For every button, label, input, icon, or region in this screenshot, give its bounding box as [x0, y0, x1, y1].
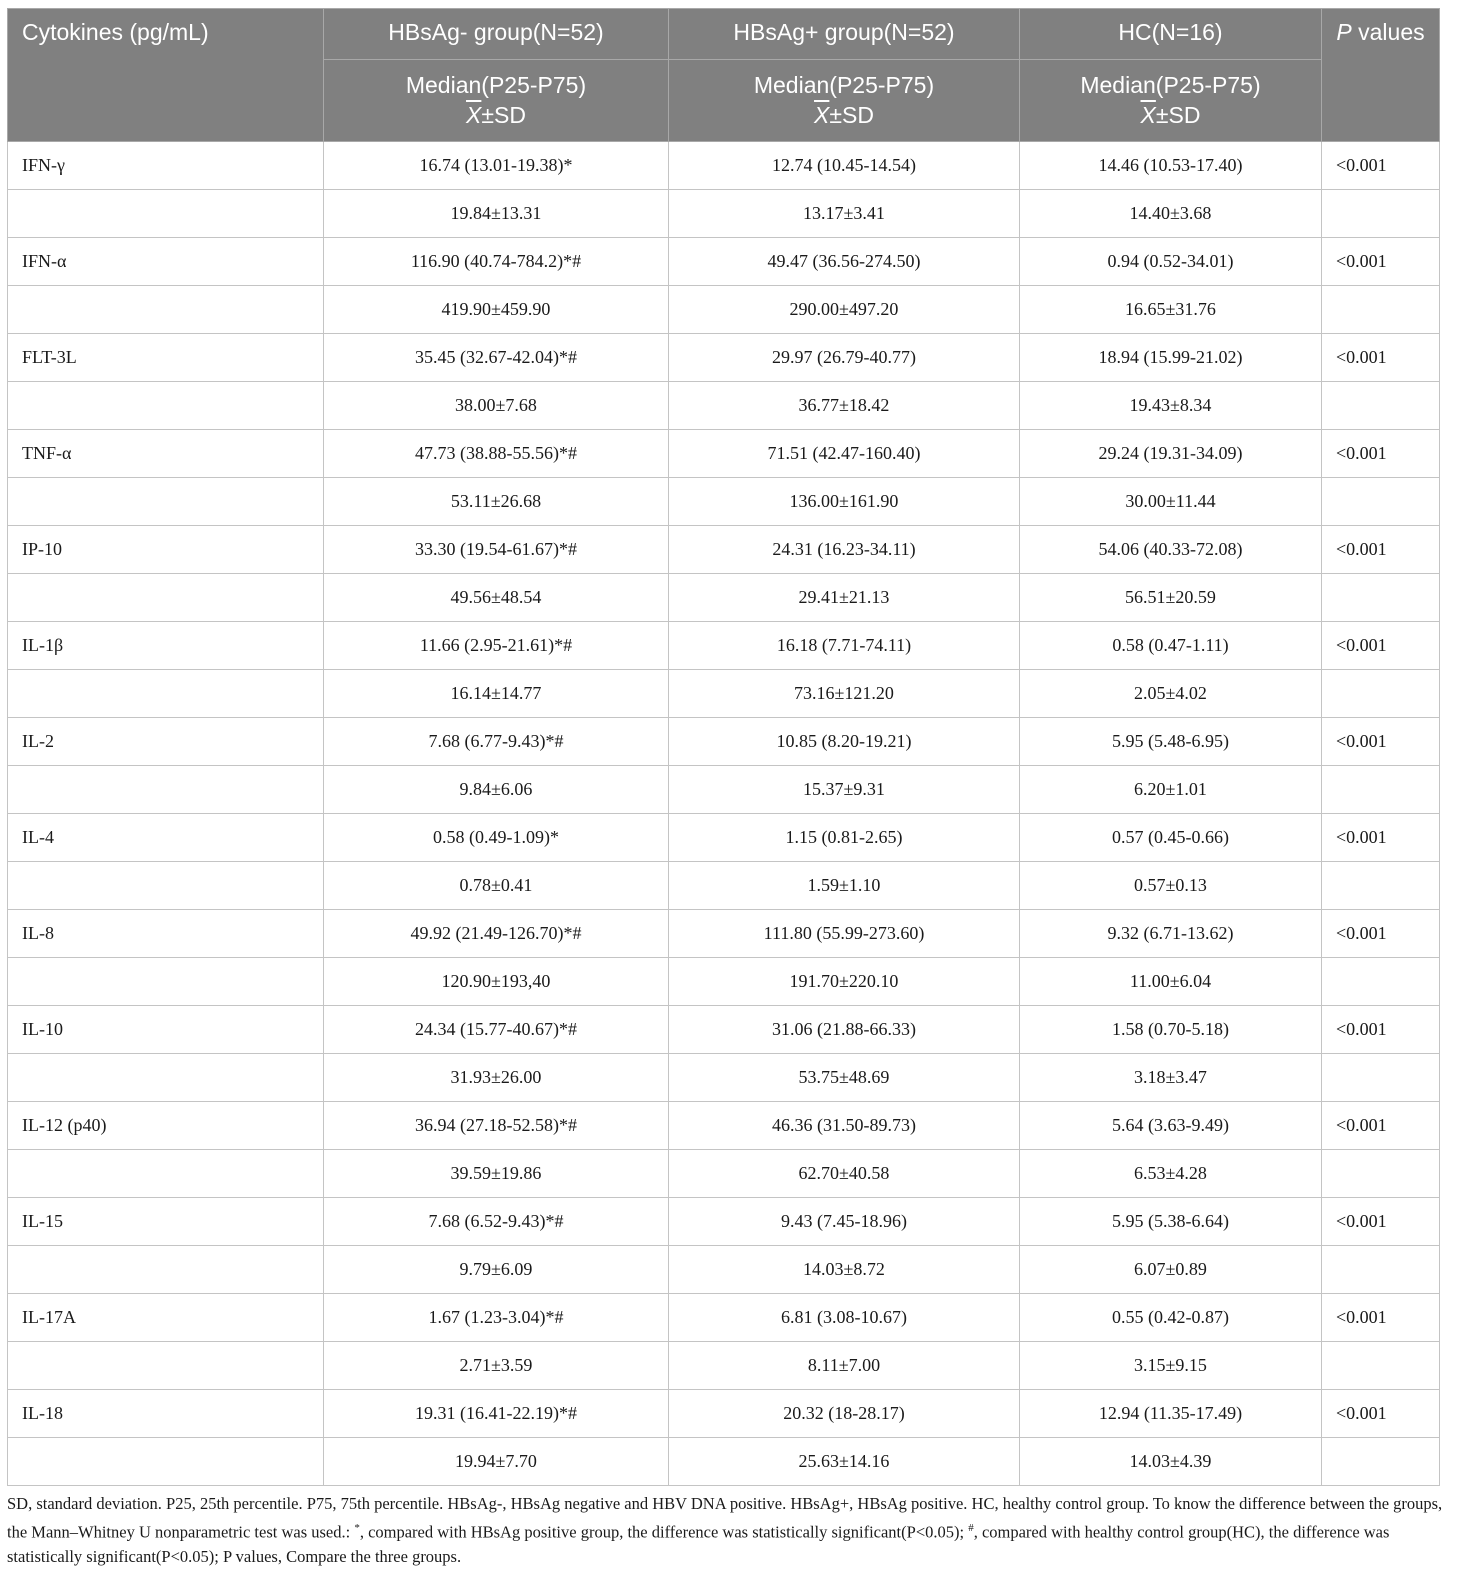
header-p-values: P values — [1322, 9, 1440, 142]
mean-sd-cell: 3.15±9.15 — [1020, 1342, 1322, 1390]
median-cell: 33.30 (19.54-61.67)*# — [324, 526, 669, 574]
mean-sd-cell: 9.79±6.09 — [324, 1246, 669, 1294]
median-cell: 18.94 (15.99-21.02) — [1020, 334, 1322, 382]
cytokine-table — [7, 8, 1440, 1486]
cytokine-name: IL-4 — [8, 814, 324, 862]
mean-sd-cell: 6.53±4.28 — [1020, 1150, 1322, 1198]
table-row — [8, 1150, 1440, 1198]
mean-sd-cell: 29.41±21.13 — [669, 574, 1020, 622]
median-cell: 9.43 (7.45-18.96) — [669, 1198, 1020, 1246]
median-cell: 12.74 (10.45-14.54) — [669, 142, 1020, 190]
median-cell: 6.81 (3.08-10.67) — [669, 1294, 1020, 1342]
median-cell: 16.74 (13.01-19.38)* — [324, 142, 669, 190]
table-row — [8, 286, 1440, 334]
p-value-cell: <0.001 — [1322, 1102, 1440, 1150]
median-cell: 14.46 (10.53-17.40) — [1020, 142, 1322, 190]
table-row — [8, 478, 1440, 526]
mean-sd-cell: 14.03±4.39 — [1020, 1438, 1322, 1486]
table-row — [8, 670, 1440, 718]
cytokine-table-container — [7, 8, 1439, 1486]
empty-cell — [8, 574, 324, 622]
table-row — [8, 142, 1440, 190]
median-cell: 46.36 (31.50-89.73) — [669, 1102, 1020, 1150]
table-footnote: SD, standard deviation. P25, 25th percentile. P75, 75th percentile. HBsAg-, HBsAg negative and HBV DNA positive. HBsAg+, HBsAg positive. HC, healthy control group. To know the difference between the groups, the Mann–Whitney U nonparametric test was used.: *, compared with HBsAg positive group, the difference was statistically significant(P<0.05); #, compared with healthy control group(HC), the difference was statistically significant(P<0.05); P values, Compare the three groups. — [7, 1494, 1443, 1566]
mean-sd-cell: 19.94±7.70 — [324, 1438, 669, 1486]
mean-sd-cell: 136.00±161.90 — [669, 478, 1020, 526]
median-cell: 10.85 (8.20-19.21) — [669, 718, 1020, 766]
mean-sd-cell: 16.14±14.77 — [324, 670, 669, 718]
mean-sd-cell: 14.40±3.68 — [1020, 190, 1322, 238]
cytokine-name: IL-12 (p40) — [8, 1102, 324, 1150]
mean-sd-cell: 1.59±1.10 — [669, 862, 1020, 910]
table-row — [8, 382, 1440, 430]
mean-sd-cell: 9.84±6.06 — [324, 766, 669, 814]
mean-sd-cell: 14.03±8.72 — [669, 1246, 1020, 1294]
median-cell: 20.32 (18-28.17) — [669, 1390, 1020, 1438]
table-row — [8, 1342, 1440, 1390]
cytokine-name: IL-2 — [8, 718, 324, 766]
empty-cell — [8, 862, 324, 910]
cytokine-name: IL-8 — [8, 910, 324, 958]
cytokine-name: IL-18 — [8, 1390, 324, 1438]
table-row — [8, 1054, 1440, 1102]
empty-cell — [8, 382, 324, 430]
empty-cell — [8, 1438, 324, 1486]
p-value-cell: <0.001 — [1322, 142, 1440, 190]
table-header — [8, 9, 1440, 142]
median-cell: 36.94 (27.18-52.58)*# — [324, 1102, 669, 1150]
mean-sd-cell: 2.05±4.02 — [1020, 670, 1322, 718]
mean-sd-cell: 419.90±459.90 — [324, 286, 669, 334]
median-cell: 0.58 (0.49-1.09)* — [324, 814, 669, 862]
mean-sd-cell: 0.57±0.13 — [1020, 862, 1322, 910]
p-value-cell: <0.001 — [1322, 622, 1440, 670]
cytokine-name: IFN-α — [8, 238, 324, 286]
median-cell: 12.94 (11.35-17.49) — [1020, 1390, 1322, 1438]
cytokine-name: IP-10 — [8, 526, 324, 574]
empty-cell — [1322, 958, 1440, 1006]
p-value-cell: <0.001 — [1322, 526, 1440, 574]
median-cell: 31.06 (21.88-66.33) — [669, 1006, 1020, 1054]
empty-cell — [1322, 670, 1440, 718]
median-cell: 49.47 (36.56-274.50) — [669, 238, 1020, 286]
empty-cell — [8, 1246, 324, 1294]
table-row — [8, 1390, 1440, 1438]
cytokine-name: IL-1β — [8, 622, 324, 670]
header-hbsag-positive: HBsAg+ group(N=52) — [669, 9, 1020, 60]
table-row — [8, 958, 1440, 1006]
p-value-cell: <0.001 — [1322, 1006, 1440, 1054]
table-row — [8, 910, 1440, 958]
p-value-cell: <0.001 — [1322, 1294, 1440, 1342]
p-value-cell: <0.001 — [1322, 814, 1440, 862]
table-row — [8, 862, 1440, 910]
mean-sd-cell: 290.00±497.20 — [669, 286, 1020, 334]
mean-sd-cell: 191.70±220.10 — [669, 958, 1020, 1006]
mean-sd-cell: 53.75±48.69 — [669, 1054, 1020, 1102]
median-cell: 111.80 (55.99-273.60) — [669, 910, 1020, 958]
mean-sd-cell: 15.37±9.31 — [669, 766, 1020, 814]
table-row — [8, 1102, 1440, 1150]
subheader-hbsag-positive: Median(P25-P75) $\overline{X}\pm SD$ — [669, 60, 1020, 142]
median-cell: 0.94 (0.52-34.01) — [1020, 238, 1322, 286]
median-cell: 54.06 (40.33-72.08) — [1020, 526, 1322, 574]
mean-sd-cell: 6.20±1.01 — [1020, 766, 1322, 814]
table-row — [8, 430, 1440, 478]
empty-cell — [8, 190, 324, 238]
cytokine-name: IL-15 — [8, 1198, 324, 1246]
mean-sd-cell: 19.43±8.34 — [1020, 382, 1322, 430]
median-cell: 11.66 (2.95-21.61)*# — [324, 622, 669, 670]
empty-cell — [1322, 574, 1440, 622]
header-hbsag-negative: HBsAg- group(N=52) — [324, 9, 669, 60]
mean-sd-cell: 3.18±3.47 — [1020, 1054, 1322, 1102]
mean-sd-cell: 53.11±26.68 — [324, 478, 669, 526]
median-cell: 0.58 (0.47-1.11) — [1020, 622, 1322, 670]
median-cell: 5.95 (5.38-6.64) — [1020, 1198, 1322, 1246]
median-cell: 47.73 (38.88-55.56)*# — [324, 430, 669, 478]
mean-sd-cell: 49.56±48.54 — [324, 574, 669, 622]
cytokine-name: TNF-α — [8, 430, 324, 478]
table-row — [8, 574, 1440, 622]
table-row — [8, 1438, 1440, 1486]
table-row — [8, 766, 1440, 814]
table-body — [8, 142, 1440, 1486]
mean-sd-cell: 36.77±18.42 — [669, 382, 1020, 430]
mean-sd-cell: 0.78±0.41 — [324, 862, 669, 910]
mean-sd-cell: 56.51±20.59 — [1020, 574, 1322, 622]
cytokine-name: FLT-3L — [8, 334, 324, 382]
empty-cell — [8, 958, 324, 1006]
median-cell: 7.68 (6.52-9.43)*# — [324, 1198, 669, 1246]
mean-sd-cell: 39.59±19.86 — [324, 1150, 669, 1198]
table-row — [8, 1246, 1440, 1294]
median-cell: 16.18 (7.71-74.11) — [669, 622, 1020, 670]
header-hc: HC(N=16) — [1020, 9, 1322, 60]
median-cell: 0.57 (0.45-0.66) — [1020, 814, 1322, 862]
empty-cell — [1322, 1054, 1440, 1102]
empty-cell — [1322, 1342, 1440, 1390]
median-cell: 7.68 (6.77-9.43)*# — [324, 718, 669, 766]
median-cell: 1.67 (1.23-3.04)*# — [324, 1294, 669, 1342]
empty-cell — [1322, 1246, 1440, 1294]
p-value-cell: <0.001 — [1322, 1198, 1440, 1246]
median-cell: 116.90 (40.74-784.2)*# — [324, 238, 669, 286]
empty-cell — [1322, 382, 1440, 430]
mean-sd-cell: 16.65±31.76 — [1020, 286, 1322, 334]
mean-sd-cell: 13.17±3.41 — [669, 190, 1020, 238]
table-row — [8, 334, 1440, 382]
mean-sd-cell: 73.16±121.20 — [669, 670, 1020, 718]
empty-cell — [8, 286, 324, 334]
median-cell: 49.92 (21.49-126.70)*# — [324, 910, 669, 958]
median-cell: 71.51 (42.47-160.40) — [669, 430, 1020, 478]
empty-cell — [8, 1054, 324, 1102]
empty-cell — [8, 1150, 324, 1198]
empty-cell — [1322, 1150, 1440, 1198]
cytokine-name: IFN-γ — [8, 142, 324, 190]
header-cytokines: Cytokines (pg/mL) — [8, 9, 324, 142]
empty-cell — [8, 670, 324, 718]
empty-cell — [1322, 766, 1440, 814]
table-row — [8, 190, 1440, 238]
empty-cell — [1322, 862, 1440, 910]
mean-sd-cell: 30.00±11.44 — [1020, 478, 1322, 526]
median-cell: 19.31 (16.41-22.19)*# — [324, 1390, 669, 1438]
median-cell: 29.24 (19.31-34.09) — [1020, 430, 1322, 478]
mean-sd-cell: 19.84±13.31 — [324, 190, 669, 238]
table-row — [8, 1294, 1440, 1342]
median-cell: 0.55 (0.42-0.87) — [1020, 1294, 1322, 1342]
median-cell: 29.97 (26.79-40.77) — [669, 334, 1020, 382]
mean-sd-cell: 25.63±14.16 — [669, 1438, 1020, 1486]
subheader-hbsag-negative: Median(P25-P75) $\overline{X}\pm SD$ — [324, 60, 669, 142]
mean-sd-cell: 11.00±6.04 — [1020, 958, 1322, 1006]
p-value-cell: <0.001 — [1322, 430, 1440, 478]
p-value-cell: <0.001 — [1322, 334, 1440, 382]
table-row — [8, 1198, 1440, 1246]
subheader-hc: Median(P25-P75) $\overline{X}\pm SD$ — [1020, 60, 1322, 142]
empty-cell — [8, 1342, 324, 1390]
table-row — [8, 718, 1440, 766]
cytokine-name: IL-17A — [8, 1294, 324, 1342]
mean-sd-cell: 31.93±26.00 — [324, 1054, 669, 1102]
median-cell: 5.95 (5.48-6.95) — [1020, 718, 1322, 766]
empty-cell — [1322, 190, 1440, 238]
mean-sd-cell: 6.07±0.89 — [1020, 1246, 1322, 1294]
mean-sd-cell: 62.70±40.58 — [669, 1150, 1020, 1198]
empty-cell — [1322, 1438, 1440, 1486]
empty-cell — [8, 478, 324, 526]
p-value-cell: <0.001 — [1322, 910, 1440, 958]
table-row — [8, 622, 1440, 670]
median-cell: 9.32 (6.71-13.62) — [1020, 910, 1322, 958]
empty-cell — [1322, 478, 1440, 526]
p-value-cell: <0.001 — [1322, 718, 1440, 766]
empty-cell — [1322, 286, 1440, 334]
median-cell: 5.64 (3.63-9.49) — [1020, 1102, 1322, 1150]
empty-cell — [8, 766, 324, 814]
median-cell: 35.45 (32.67-42.04)*# — [324, 334, 669, 382]
mean-sd-cell: 8.11±7.00 — [669, 1342, 1020, 1390]
mean-sd-cell: 2.71±3.59 — [324, 1342, 669, 1390]
median-cell: 24.31 (16.23-34.11) — [669, 526, 1020, 574]
table-row — [8, 1006, 1440, 1054]
cytokine-name: IL-10 — [8, 1006, 324, 1054]
p-value-cell: <0.001 — [1322, 1390, 1440, 1438]
table-row — [8, 238, 1440, 286]
table-row — [8, 814, 1440, 862]
median-cell: 1.15 (0.81-2.65) — [669, 814, 1020, 862]
mean-sd-cell: 120.90±193,40 — [324, 958, 669, 1006]
table-row — [8, 526, 1440, 574]
p-value-cell: <0.001 — [1322, 238, 1440, 286]
mean-sd-cell: 38.00±7.68 — [324, 382, 669, 430]
median-cell: 24.34 (15.77-40.67)*# — [324, 1006, 669, 1054]
median-cell: 1.58 (0.70-5.18) — [1020, 1006, 1322, 1054]
